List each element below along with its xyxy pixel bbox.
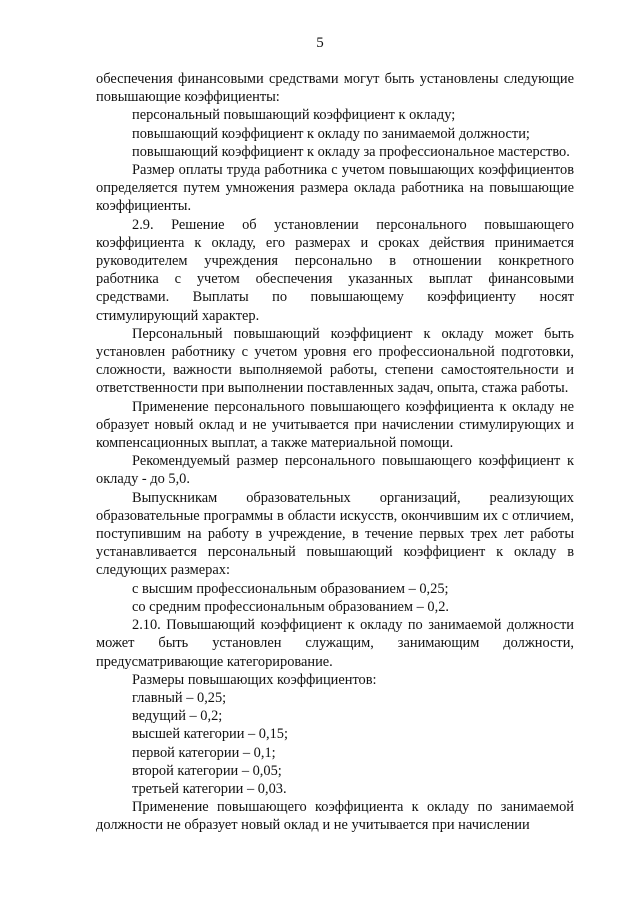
paragraph: Выпускникам образовательных организаций, реализующих образовательные программы в области искусств, окончившим их с отличием, поступившим на работу в учреждение, в течение первых трех лет работы устанавливается персональный повышающий коэффициент к окладу в следующих размерах: [96,489,574,579]
list-item: третьей категории – 0,03. [132,780,287,797]
list-item: повышающий коэффициент к окладу по занимаемой должности; [132,125,530,142]
list-item: персональный повышающий коэффициент к окладу; [132,107,456,124]
list-item: повышающий коэффициент к окладу за профессиональное мастерство. [132,143,570,160]
list-item: Размеры повышающих коэффициентов: [132,671,377,688]
list-item: высшей категории – 0,15; [132,726,288,743]
list-item: со средним профессиональным образованием – 0,2. [132,598,450,615]
list-item: первой категории – 0,1; [132,744,276,761]
page-number: 5 [316,35,324,51]
list-item: второй категории – 0,05; [132,762,282,779]
paragraph: Размер оплаты труда работника с учетом повышающих коэффициентов определяется путем умножения размера оклада работника на повышающие коэффициенты. [96,162,574,215]
paragraph: Рекомендуемый размер персонального повышающего коэффициент к окладу - до 5,0. [96,453,574,488]
paragraph: Персональный повышающий коэффициент к окладу может быть установлен работнику с учетом уровня его профессиональной подготовки, сложности, важности выполняемой работы, степени самостоятельности и ответственности при выполнении поставленных задач, опыта, стажа работы. [96,325,574,397]
list-item: главный – 0,25; [132,689,227,706]
paragraph: 2.10. Повышающий коэффициент к окладу по занимаемой должности может быть установлен служащим, занимающим должности, предусматривающие категорирование. [96,617,574,670]
document-body [96,70,574,835]
paragraph: обеспечения финансовыми средствами могут быть установлены следующие повышающие коэффициенты: [96,71,574,106]
paragraph: 2.9. Решение об установлении персонального повышающего коэффициента к окладу, его размерах и сроках действия принимается руководителем учреждения персонально в отношении конкретного работника с учетом обеспечения указанных выплат финансовыми средствами. Выплаты по повышающему коэффициенту носят стимулирующий характер. [96,216,574,324]
paragraph: Применение повышающего коэффициента к окладу по занимаемой должности не образует новый оклад и не учитывается при начислении [96,799,574,834]
list-item: с высшим профессиональным образованием – 0,25; [132,580,449,597]
list-item: ведущий – 0,2; [132,708,223,725]
paragraph: Применение персонального повышающего коэффициента к окладу не образует новый оклад и не учитывается при начислении стимулирующих и компенсационных выплат, а также материальной помощи. [96,398,574,452]
